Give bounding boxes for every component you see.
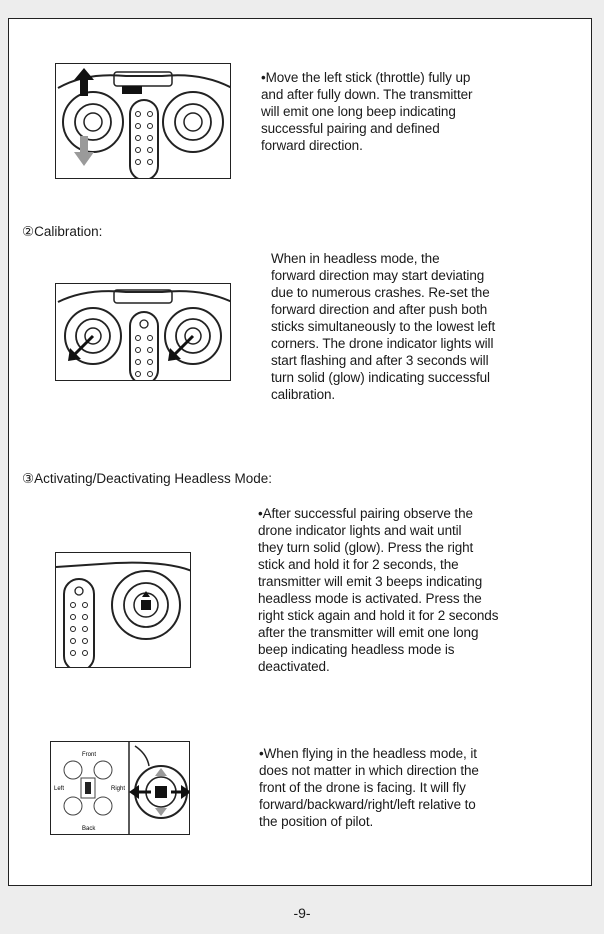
- calibration-instructions: When in headless mode, the forward direction may start deviating due to numerous crashes. Re-set the forward direction and after push both sticks simultaneously to the lowest left corners. The drone indicator lights will start flashing and after 3 seconds will turn solid (glow) indicating successful calibration.: [271, 251, 496, 402]
- page-number: -9-: [293, 905, 311, 921]
- front-label: Front: [82, 752, 97, 758]
- calibration-diagram: [55, 283, 231, 381]
- headless-mode-heading: ③Activating/Deactivating Headless Mode:: [22, 471, 272, 486]
- flying-direction-diagram: [50, 741, 190, 835]
- pairing-instructions: •Move the left stick (throttle) fully up and after fully down. The transmitter will emit one long beep indicating successful pairing and defined forward direction.: [261, 70, 473, 153]
- pairing-diagram: [55, 63, 231, 179]
- back-label: Back: [82, 826, 96, 832]
- flying-instructions: •When flying in the headless mode, it does not matter in which direction the front of the drone is facing. It will fly forward/backward/right/left relative to the position of pilot.: [259, 746, 479, 829]
- right-label: Right: [111, 786, 126, 792]
- calibration-heading: ②Calibration:: [22, 224, 103, 239]
- left-label: Left: [54, 786, 65, 792]
- headless-button-diagram: [55, 552, 191, 668]
- headless-mode-instructions: •After successful pairing observe the drone indicator lights and wait until they turn solid (glow). Press the right stick and hold it for 2 seconds, the transmitter will emit 3 beeps indicating headless mode is activated. Press the right stick again and hold it for 2 seconds after the transmitter will emit one long beep indicating headless mode is deactivated.: [258, 506, 499, 674]
